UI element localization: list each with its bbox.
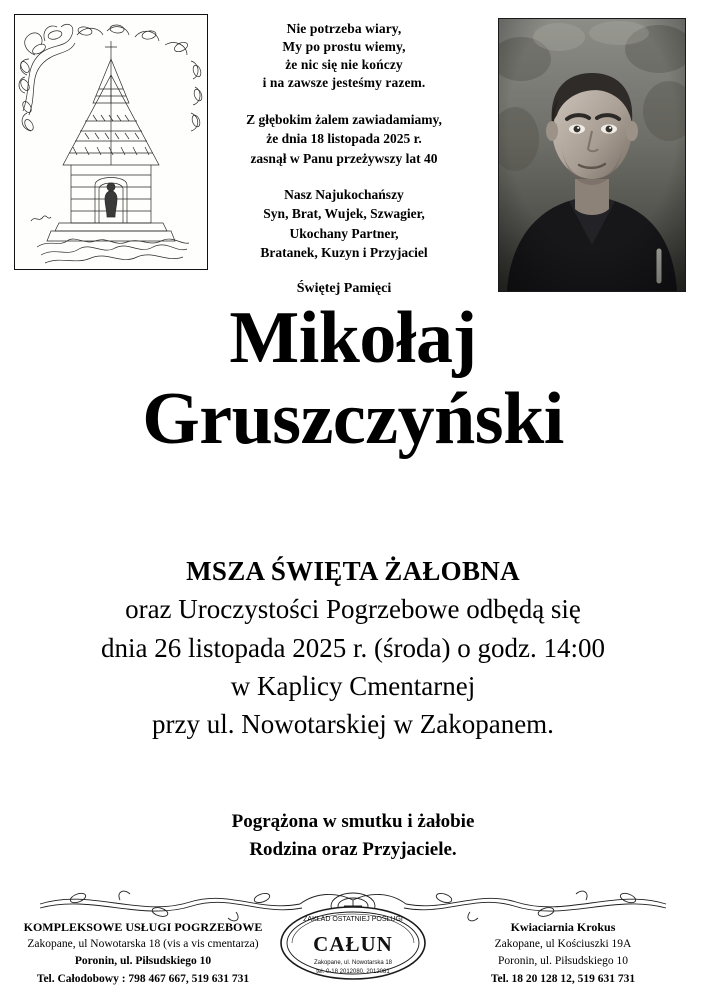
family-signature bbox=[0, 808, 706, 863]
wooden-chapel-engraving bbox=[14, 14, 208, 270]
florist-title: Kwiaciarnia Krokus bbox=[510, 920, 616, 934]
family-line: Rodzina oraz Przyjaciele. bbox=[249, 838, 457, 860]
deceased-portrait-photo bbox=[498, 18, 686, 292]
florist-address-2: Poronin, ul. Piłsudskiego 10 bbox=[497, 955, 629, 968]
funeral-services-title: KOMPLEKSOWE USŁUGI POGRZEBOWE bbox=[23, 920, 263, 934]
memory-label: Świętej Pamięci bbox=[296, 280, 392, 296]
announcement-line: że dnia 18 listopada 2025 r. bbox=[266, 131, 422, 147]
poem-line: że nic się nie kończy bbox=[285, 56, 403, 72]
deceased-name bbox=[0, 297, 706, 461]
ceremony-line: dnia 26 listopada 2025 r. (środa) o godz. 14:00 bbox=[101, 632, 605, 663]
funeral-services-address-2: Poronin, ul. Piłsudskiego 10 bbox=[74, 955, 212, 968]
svg-text:ZAKŁAD OSTATNIEJ POSŁUGI: ZAKŁAD OSTATNIEJ POSŁUGI bbox=[303, 916, 403, 923]
funeral-services-phone: Tel. Całodobowy : 798 467 667, 519 631 731 bbox=[36, 972, 250, 985]
ceremony-line: przy ul. Nowotarskiej w Zakopanem. bbox=[152, 709, 554, 740]
first-name: Mikołaj bbox=[229, 297, 477, 379]
funeral-services-info bbox=[0, 918, 286, 988]
family-line: Pogrążona w smutku i żałobie bbox=[231, 811, 475, 832]
funeral-home-logo-icon bbox=[278, 904, 428, 982]
relations bbox=[206, 185, 482, 263]
poem bbox=[206, 20, 482, 92]
svg-text:Zakopane, ul. Nowotarska 18: Zakopane, ul. Nowotarska 18 bbox=[313, 960, 393, 966]
poem-line: i na zawsze jesteśmy razem. bbox=[262, 74, 426, 90]
top-text-column bbox=[206, 20, 482, 297]
announcement bbox=[206, 110, 482, 169]
ceremony-details bbox=[0, 552, 706, 744]
poem-line: Nie potrzeba wiary, bbox=[286, 21, 402, 36]
relations-line: Syn, Brat, Wujek, Szwagier, bbox=[263, 206, 425, 222]
last-name: Gruszczyński bbox=[142, 377, 564, 460]
relations-line: Nasz Najukochańszy bbox=[284, 186, 404, 202]
footer bbox=[0, 882, 706, 1000]
top-section bbox=[0, 0, 706, 300]
poem-line: My po prostu wiemy, bbox=[282, 38, 406, 54]
funeral-services-address-1: Zakopane, ul Nowotarska 18 (vis a vis cmentarza) bbox=[27, 938, 259, 950]
announcement-line: Z głębokim żalem zawiadamiamy, bbox=[246, 111, 442, 127]
florist-address-1: Zakopane, ul Kościuszki 19A bbox=[494, 938, 632, 950]
florist-phone: Tel. 18 20 128 12, 519 631 731 bbox=[490, 972, 636, 985]
ceremony-line: w Kaplicy Cmentarnej bbox=[230, 670, 476, 701]
svg-text:tel. 0-18 2012080, 2012081: tel. 0-18 2012080, 2012081 bbox=[316, 969, 390, 975]
relations-line: Ukochany Partner, bbox=[289, 225, 399, 241]
svg-text:CAŁUN: CAŁUN bbox=[313, 932, 393, 956]
announcement-line: zasnął w Panu przeżywszy lat 40 bbox=[250, 150, 438, 166]
florist-info bbox=[420, 918, 706, 988]
ceremony-line: MSZA ŚWIĘTA ŻAŁOBNA bbox=[186, 556, 520, 586]
ceremony-line: oraz Uroczystości Pogrzebowe odbędą się bbox=[125, 594, 581, 625]
relations-line: Bratanek, Kuzyn i Przyjaciel bbox=[260, 245, 428, 261]
